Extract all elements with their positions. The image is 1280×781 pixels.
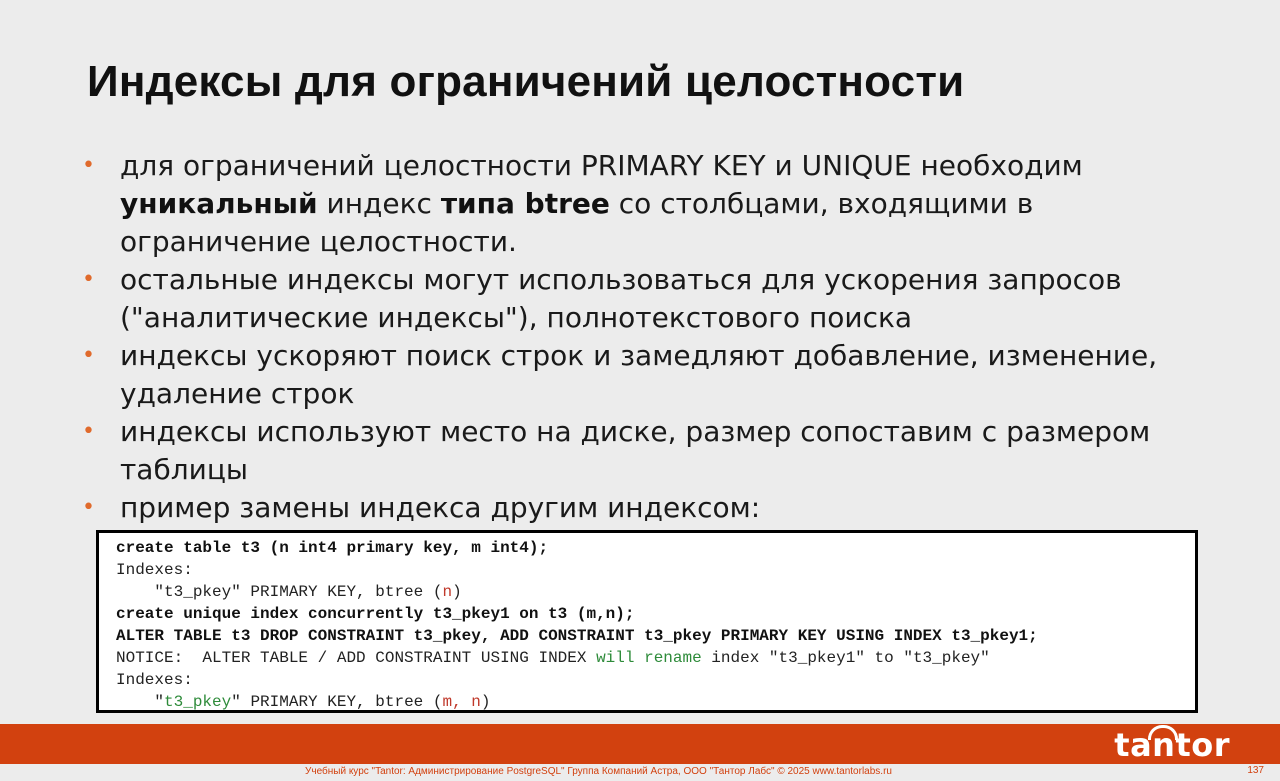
code-line: ) <box>452 583 462 601</box>
tantor-logo: tantor <box>1114 726 1230 764</box>
bullet-dot-icon: • <box>82 419 95 444</box>
bullet-item <box>82 489 1192 527</box>
bullet-text: индекс <box>317 187 441 220</box>
code-line: " <box>116 693 165 711</box>
bullet-text: остальные индексы могут использоваться для ускорения запросов ("аналитические индексы"), полнотекстового поиска <box>120 263 1122 334</box>
code-line: ) <box>480 693 491 711</box>
bullet-bold-text: уникальный <box>120 187 318 220</box>
bullet-text: пример замены индекса другим индексом: <box>120 491 761 524</box>
bullet-item <box>82 147 1192 261</box>
bullet-text: со столбцами, входящими в ограничение целостности. <box>120 187 1034 258</box>
bullet-item <box>82 413 1192 489</box>
bullet-bold-text: типа btree <box>440 187 610 220</box>
code-highlight: m, n <box>442 693 481 711</box>
bullet-item <box>82 261 1192 337</box>
bullet-dot-icon: • <box>82 495 95 520</box>
code-block <box>96 530 1198 713</box>
code-line: " PRIMARY KEY, btree ( <box>231 693 443 711</box>
code-line: Indexes: <box>116 561 193 579</box>
bullet-text: для ограничений целостности PRIMARY KEY и UNIQUE необходим <box>120 149 1083 182</box>
slide-title: Индексы для ограничений целостности <box>87 57 965 106</box>
footer-bar <box>0 724 1280 764</box>
code-line: ALTER TABLE t3 DROP CONSTRAINT t3_pkey, ADD CONSTRAINT t3_pkey PRIMARY KEY USING INDEX t3_pkey1; <box>116 627 1038 645</box>
bullet-text: индексы используют место на диске, размер сопоставим с размером таблицы <box>120 415 1151 486</box>
bullet-text: индексы ускоряют поиск строк и замедляют добавление, изменение, удаление строк <box>120 339 1158 410</box>
code-line: NOTICE: ALTER TABLE / ADD CONSTRAINT USING INDEX <box>116 649 597 667</box>
code-line: index "t3_pkey1" to "t3_pkey" <box>701 649 990 667</box>
code-highlight: n <box>442 583 453 601</box>
code-line: create unique index concurrently t3_pkey1 on t3 (m,n); <box>116 605 635 623</box>
bullet-dot-icon: • <box>82 343 95 368</box>
bullet-list <box>82 147 1192 527</box>
code-highlight: will rename <box>596 649 702 667</box>
code-highlight: t3_pkey <box>164 693 232 711</box>
bullet-item <box>82 337 1192 413</box>
code-line: create table t3 (n int4 primary key, m int4); <box>116 539 549 557</box>
page-number: 137 <box>1247 765 1264 776</box>
code-listing <box>99 533 1195 713</box>
bullet-dot-icon: • <box>82 153 95 178</box>
code-line: Indexes: <box>116 671 193 689</box>
bullet-dot-icon: • <box>82 267 95 292</box>
code-line: "t3_pkey" PRIMARY KEY, btree ( <box>116 583 443 601</box>
footer-copyright: Учебный курс "Tantor: Администрирование PostgreSQL" Группа Компаний Астра, ООО "Тантор Лабс" © 2025 www.tantorlabs.ru <box>305 766 892 777</box>
